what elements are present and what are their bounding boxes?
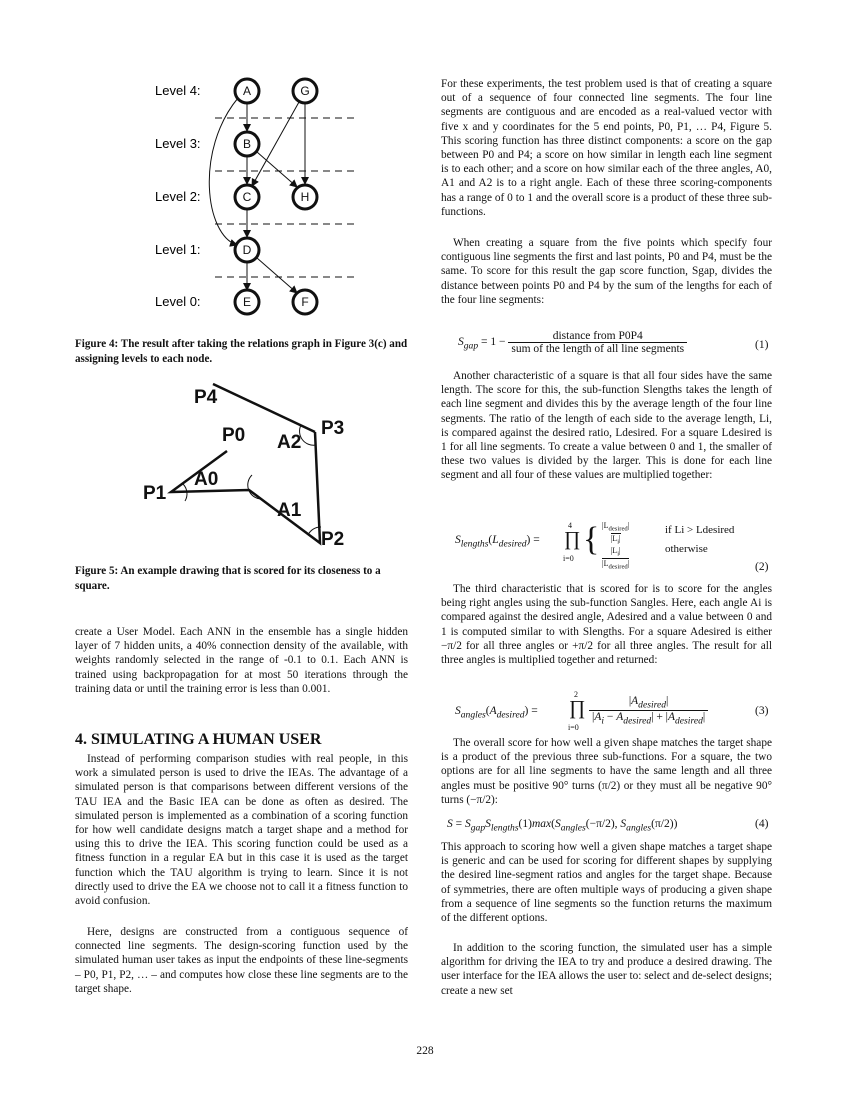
level-3-label: Level 3: (155, 136, 201, 151)
svg-text:C: C (242, 190, 252, 204)
paragraph-driving-iea: In addition to the scoring function, the simulated user has a simple algorithm for driving the IEA to try and produce a desired drawing. The user interface for the IEA allows the user to: select and de-select designs; create a new set (441, 942, 772, 997)
figure-4-graph (75, 70, 408, 330)
node-c (235, 185, 259, 209)
paragraph-simulated-user: Instead of performing comparison studies with real people, in this work a simulated person is used to drive the IEAs. The advantage of a simulated person is that comparisons between different versions of the TAU IEA and the Basic IEA can be done as often as desired. The simulated person is implemented as a combination of a scoring function for how well candidate designs match a target shape and a method for using this to drive the IEA. This scoring function could be used as a fitness function in a regular EA but in this case it is used as the target function which the TAU algorithm is trying to learn. Since it is not directly used to drive the EA we choose not to call it a fitness function to avoid confusion. (75, 753, 408, 908)
equation-3: $S_{angles}(A_{desired})$ = 2 ∏ i=0 $|A_{desired}|$ $|A_i - A_{desired}| + |A_{desired}|$ (455, 690, 755, 730)
node-g (293, 79, 317, 103)
svg-text:A: A (242, 84, 252, 98)
equation-4: $S = S_{gap}S_{lengths}(1)\max(S_{angles}(-\pi/2)$, $S_{angles}(\pi/2)$) (447, 818, 678, 834)
paragraph-user-model: create a User Model. Each ANN in the ensemble has a single hidden layer of 7 hidden units, a 40% connection density of the available, with weights randomly selected in the range of -0.1 to 0.1. Each ANN is trained using backpropagation for at most 50 iterations through the training data or until the training error is less than 0.001. (75, 626, 408, 695)
figure-4-caption: Figure 4: The result after taking the relations graph in Figure 3(c) and assigning levels to each node. (75, 338, 408, 365)
page-number: 228 (416, 1045, 434, 1057)
paragraph-designs: Here, designs are constructed from a contiguous sequence of connected line segments. The design-scoring function used by the simulated human user takes as input the endpoints of these line-segments – P0, P1, P2, … – and computes how close these line segments are to the target shape. (75, 926, 408, 995)
equation-2: $S_{lengths}(L_{desired})$ = 4 ∏ i=0 { $|L_{desired}|$ $|L_i|$ $|L_i|$ $|L_{desired}|$ if Li > Ldesired otherwise (455, 521, 735, 571)
node-b (235, 132, 259, 156)
level-4-label: Level 4: (155, 83, 201, 98)
label-p2: P2 (321, 529, 345, 550)
node-h (293, 185, 317, 209)
paragraph-test-problem: For these experiments, the test problem used is that of creating a square out of a sequence of four connected line segments. The four line segments are contiguous and are encoded as a real-valued vector with five x and y coordinates for the 5 end points, P0, P1, … P4, Figure 5. This scoring function has three distinct components: a score on the gap between P0 and P4; a score on how similar in length each line segment is to each other; and a score on how similar each of the three angles, A0, A1 and A2 is to a right angle. Each of these three scoring-components has a range of 0 to 1 and the overall score is a product of these three sub-functions. (441, 78, 772, 218)
paragraph-lengths: Another characteristic of a square is that all four sides have the same length. The score for this, the sub-function Slengths takes the length of each line segment and divides this by the average length of the four line segments. The ratio of the length of each side to the average length, Li, is compared against the desired ratio, Ldesired. For a square Ldesired is 1 for all line segments. To create a value between 0 and 1, the smaller of these two values is divided by the larger. This is done for each line segment and all four of these values are multiplied together: (441, 370, 772, 482)
svg-text:B: B (242, 137, 252, 151)
level-1-label: Level 1: (155, 242, 201, 257)
label-p4: P4 (194, 387, 218, 408)
svg-text:G: G (300, 84, 310, 98)
level-2-label: Level 2: (155, 189, 201, 204)
svg-text:F: F (301, 295, 309, 309)
paragraph-overall-score: The overall score for how well a given shape matches the target shape is a product of the previous three sub-functions. For a square, the two options are for all line segments to have the same length and all three angles must be positive 90° turns (π/2) or they must all be negative 90° turns (−π/2): (441, 737, 772, 806)
label-p1: P1 (143, 483, 167, 504)
paragraph-gap-score: When creating a square from the five points which specify four contiguous line segments the first and last points, P0 and P4, must be the same. To score for this result the gap score function, Sgap, divides the distance between points P0 and P4 by the sum of the lengths for each of the four line segments: (441, 237, 772, 306)
equation-1-number: (1) (755, 339, 769, 351)
equation-2-case-2: otherwise (665, 543, 708, 555)
section-4-heading: 4. SIMULATING A HUMAN USER (75, 731, 322, 748)
equation-4-number: (4) (755, 818, 769, 830)
equation-3-number: (3) (755, 705, 769, 717)
equation-1-denominator: sum of the length of all line segments (511, 343, 685, 355)
figure-5-caption: Figure 5: An example drawing that is scored for its closeness to a square. (75, 565, 381, 592)
figure-5-drawing (75, 375, 408, 555)
level-0-label: Level 0: (155, 294, 201, 309)
equation-1-numerator: distance from P0P4 (508, 330, 687, 343)
paragraph-angles: The third characteristic that is scored for is to score for the angles being right angles using the sub-function Sangles. Here, each angle Ai is compared against the desired angle, Adesired and a value between 0 and 1 is computed similar to with Slengths. For a square Adesired is either −π/2 for all three angles or +π/2 for all three angles. The result for all three angles is multiplied together and returned: (441, 583, 772, 667)
paragraph-generic-approach: This approach to scoring how well a given shape matches a target shape is generic and can be used for scoring for different shapes by supplying the desired line-segment ratios and angles for the target shape. Because of symmetries, there are often multiple ways of producing a given shape from a sequence of line segments so the function returns the maximum of the different options. (441, 841, 772, 925)
node-f (293, 290, 317, 314)
label-a0: A0 (194, 469, 219, 490)
label-p0: P0 (222, 425, 246, 446)
svg-text:H: H (300, 190, 310, 204)
node-e (235, 290, 259, 314)
equation-2-case-1: if Li > Ldesired (665, 524, 735, 536)
node-d (235, 238, 259, 262)
label-a2: A2 (277, 432, 302, 453)
equation-1: $S_{gap} = 1$ − $\frac{\text{distance from P0P4}}{\text{sum of the length of all line segments}}$ (458, 330, 748, 355)
equation-2-number: (2) (755, 561, 769, 573)
svg-text:E: E (242, 295, 252, 309)
label-p3: P3 (321, 418, 345, 439)
svg-text:D: D (242, 243, 252, 257)
label-a1: A1 (277, 500, 302, 521)
node-a (235, 79, 259, 103)
